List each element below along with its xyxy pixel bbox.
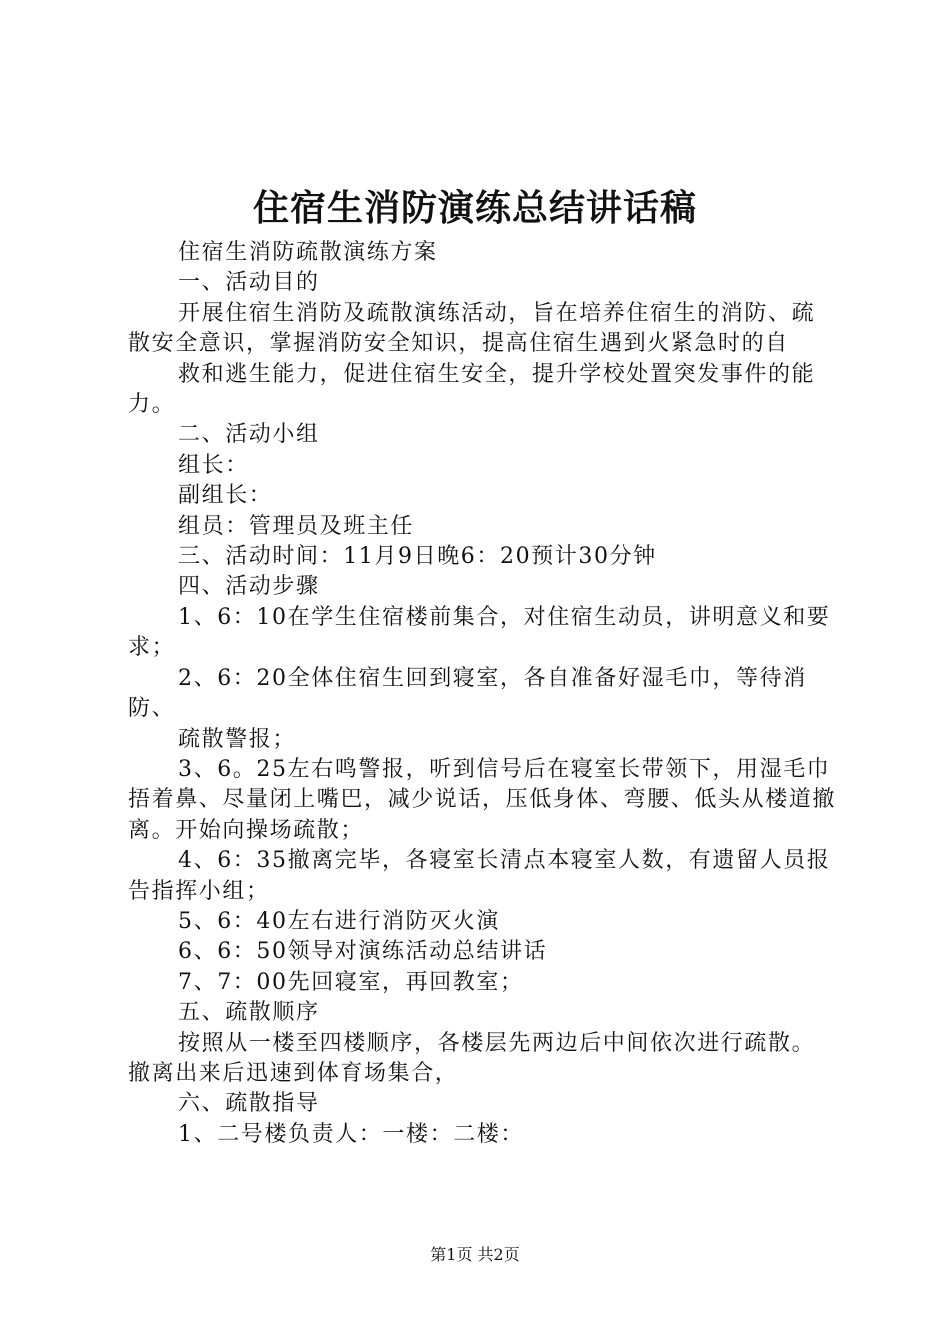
paragraph: 开展住宿生消防及疏散演练活动，旨在培养住宿生的消防、疏散安全意识，掌握消防安全知识，提高住宿生遇到火紧急时的自 (128, 300, 816, 357)
paragraph: 六、疏散指导 (178, 1091, 320, 1117)
paragraph: 副组长： (178, 483, 273, 509)
paragraph: 按照从一楼至四楼顺序，各楼层先两边后中间依次进行疏散。撤离出来后迅速到体育场集合， (128, 1030, 816, 1086)
paragraph: 2、6：20全体住宿生回到寝室，各自准备好湿毛巾，等待消防、 (128, 665, 807, 722)
paragraph: 住宿生消防疏散演练方案 (178, 240, 438, 265)
paragraph: 组长： (178, 452, 249, 478)
paragraph: 3、6。25左右鸣警报，听到信号后在寝室长带领下，用湿毛巾捂着鼻、尽量闭上嘴巴，减少说话，压低身体、弯腰、低头从楼道撤离。开始向操场疏散； (128, 756, 837, 843)
paragraph: 五、疏散顺序 (178, 1000, 320, 1026)
paragraph: 四、活动步骤 (178, 574, 320, 600)
paragraph: 1、二号楼负责人：一楼：二楼： (178, 1121, 524, 1147)
paragraph: 一、活动目的 (178, 270, 320, 296)
paragraph: 组员：管理员及班主任 (178, 513, 415, 539)
document-title: 住宿生消防演练总结讲话稿 (252, 187, 697, 229)
document-body (128, 238, 838, 1150)
paragraph: 7、7：00先回寝室，再回教室； (178, 969, 524, 995)
paragraph: 5、6：40左右进行消防灭火演 (178, 908, 500, 934)
paragraph: 救和逃生能力，促进住宿生安全，提升学校处置突发事件的能力。 (128, 361, 816, 418)
paragraph: 二、活动小组 (178, 422, 320, 448)
paragraph: 4、6：35撤离完毕，各寝室长清点本寝室人数，有遗留人员报告指挥小组； (128, 848, 831, 904)
page-footer: 第1页 共2页 (430, 1245, 520, 1264)
paragraph: 1、6：10在学生住宿楼前集合，对住宿生动员，讲明意义和要求； (128, 604, 831, 661)
paragraph: 疏散警报； (178, 726, 297, 752)
paragraph: 三、活动时间：11月9日晚6：20预计30分钟 (178, 544, 657, 570)
paragraph: 6、6：50领导对演练活动总结讲话 (178, 939, 548, 965)
